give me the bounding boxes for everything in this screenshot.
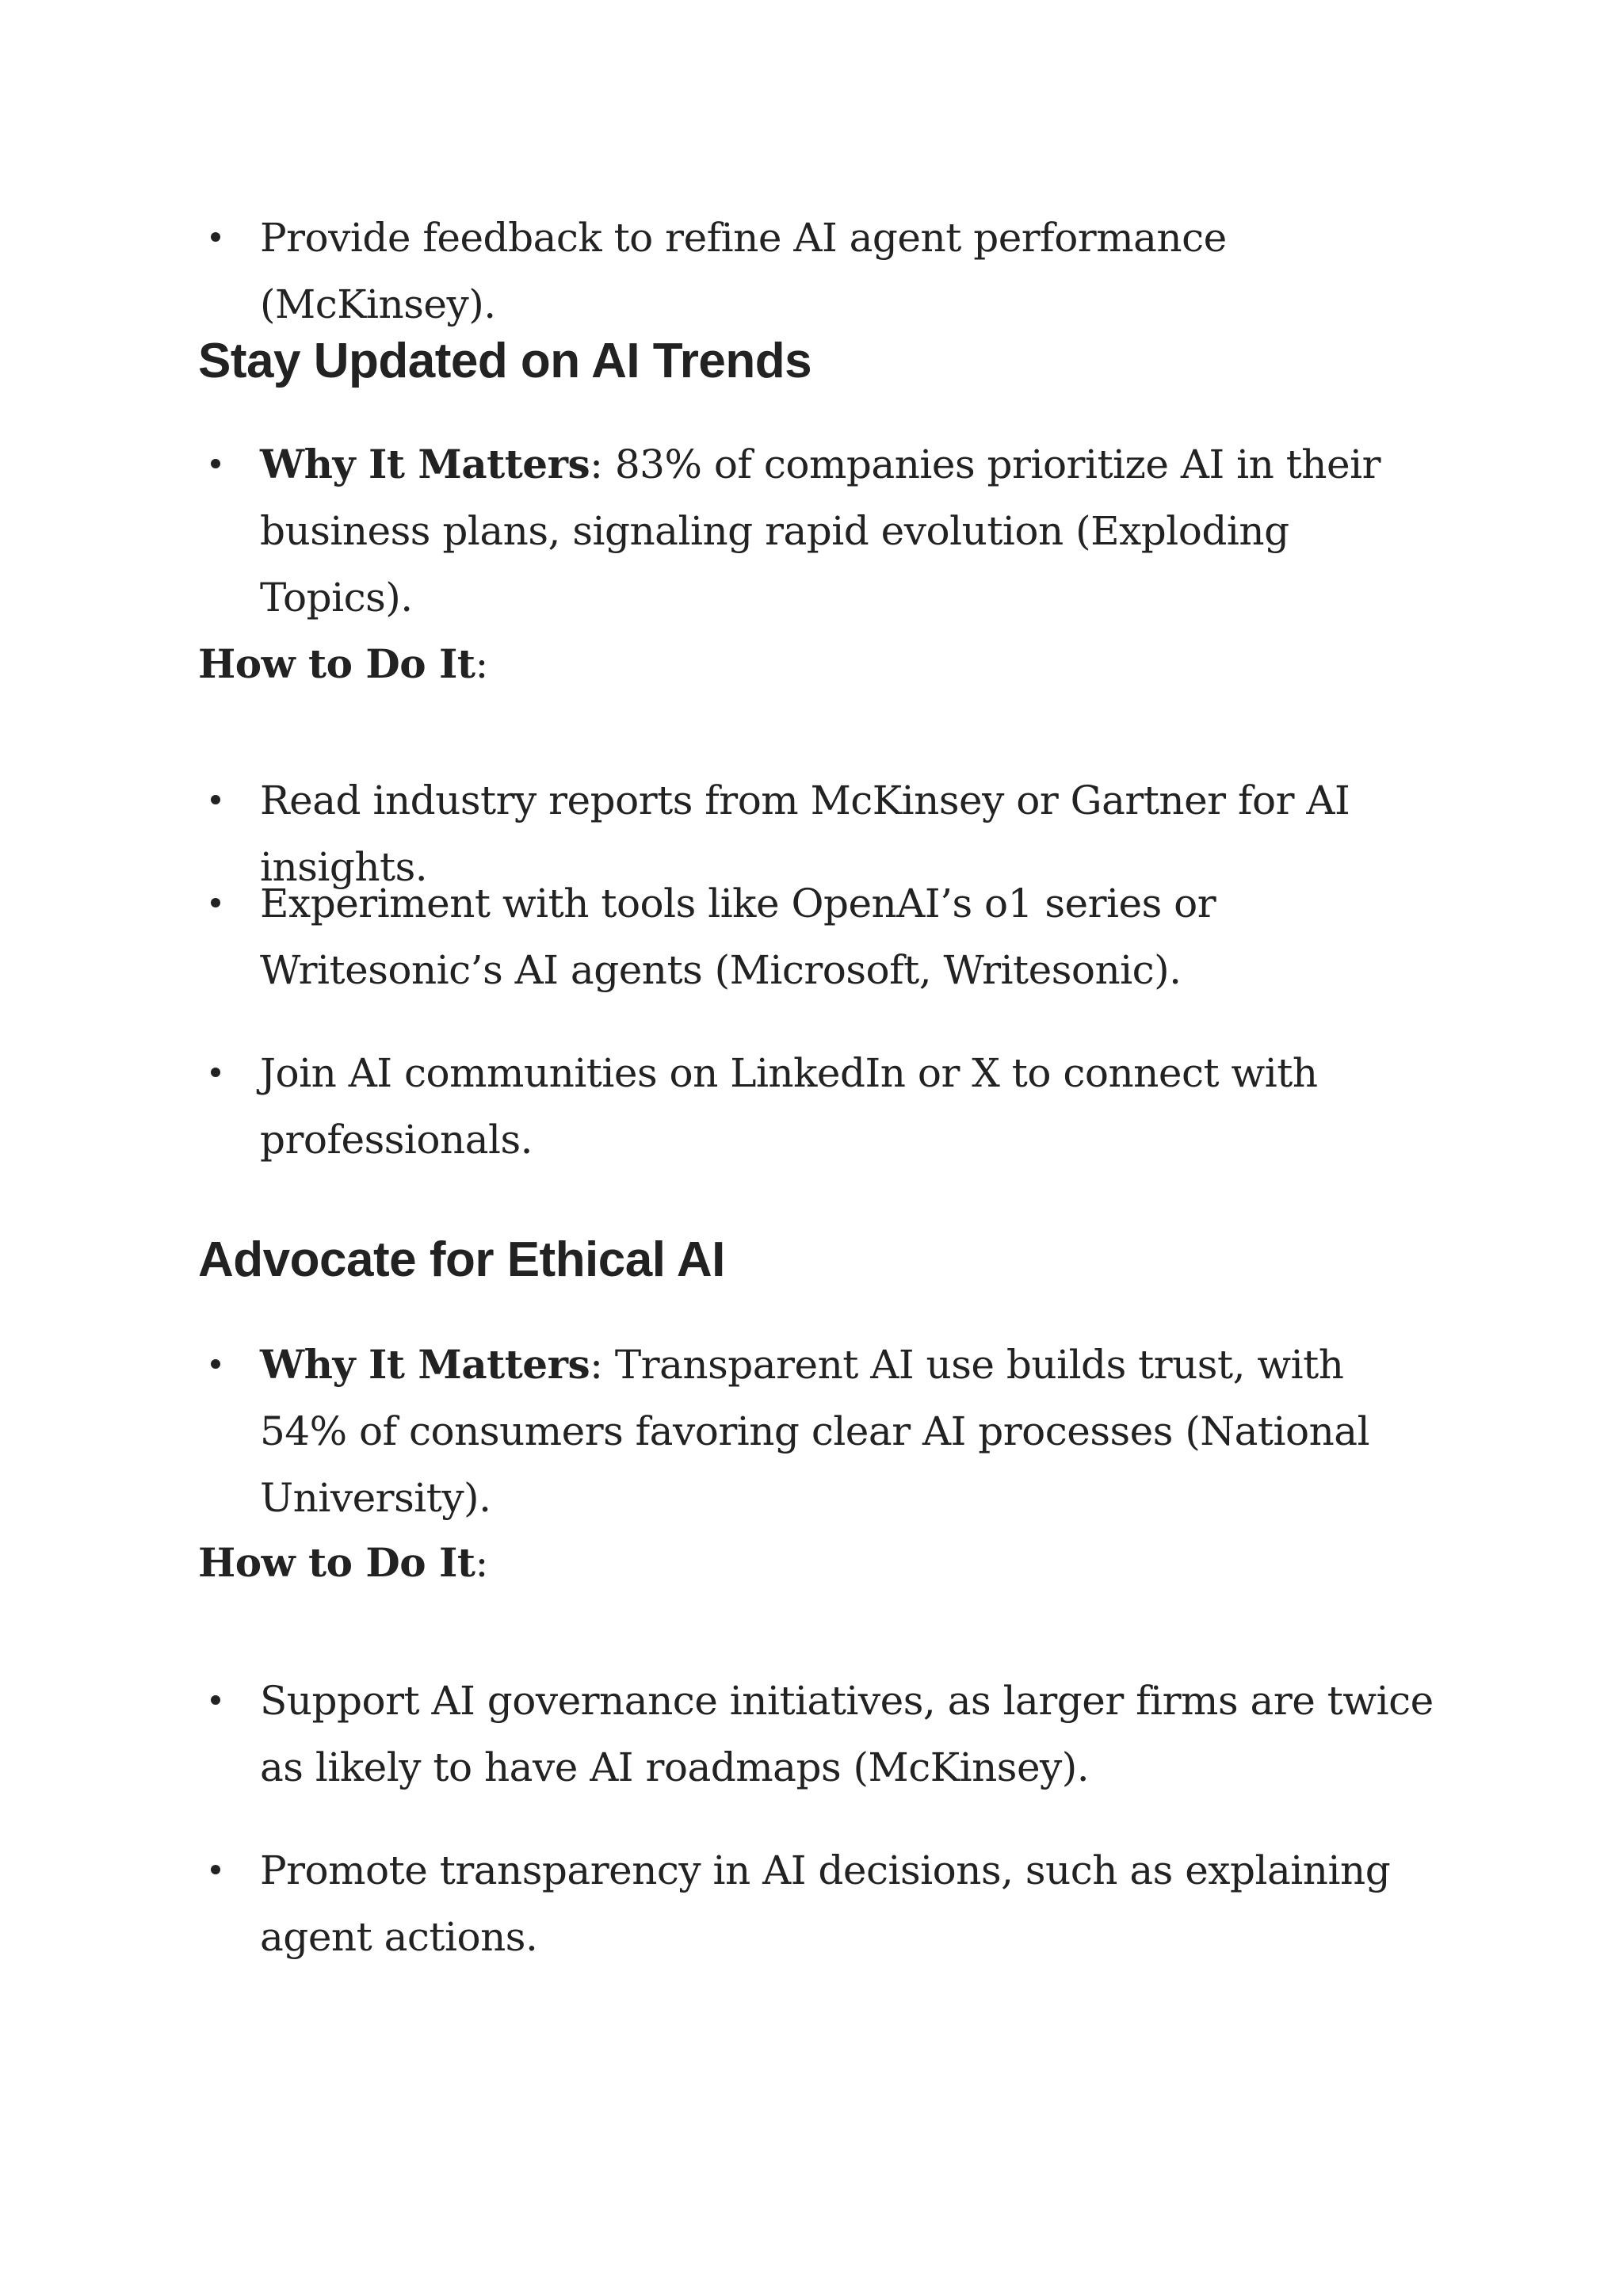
list-item-text: Promote transparency in AI decisions, such as explaining agent actions. xyxy=(260,1847,1391,1960)
list-item-text: Read industry reports from McKinsey or Gartner for AI insights. xyxy=(260,777,1350,890)
list-item-text: Experiment with tools like OpenAI’s o1 series or Writesonic’s AI agents (Microsoft, Writesonic). xyxy=(260,881,1216,993)
list-item xyxy=(198,870,1434,1003)
bullet-icon xyxy=(211,1865,220,1874)
emphasis-label: Why It Matters xyxy=(260,1341,590,1388)
list-item xyxy=(198,431,1434,631)
section-heading: Advocate for Ethical AI xyxy=(198,1232,725,1287)
bullet-icon xyxy=(211,232,220,242)
list-item-text xyxy=(260,431,1434,631)
bullet-icon xyxy=(211,1359,220,1369)
list-item-text: Join AI communities on LinkedIn or X to connect with professionals. xyxy=(260,1050,1318,1163)
bullet-icon xyxy=(211,459,220,468)
list-item-text: Support AI governance initiatives, as larger firms are twice as likely to have AI roadmaps (McKinsey). xyxy=(260,1678,1434,1790)
bullet-icon xyxy=(211,898,220,907)
subheading-colon: : xyxy=(475,641,488,687)
list-item-body: : 83% of companies prioritize AI in their business plans, signaling rapid evolution (Exploding Topics). xyxy=(260,441,1381,621)
bullet-icon xyxy=(211,795,220,804)
subheading-label: How to Do It xyxy=(198,1539,475,1586)
list-item-body: : Transparent AI use builds trust, with 54% of consumers favoring clear AI processes (National University). xyxy=(260,1342,1370,1521)
bullet-icon xyxy=(211,1695,220,1705)
subheading-label: How to Do It xyxy=(198,640,475,687)
list-item xyxy=(198,1331,1434,1531)
bullet-icon xyxy=(211,1068,220,1077)
list-item-text: Provide feedback to refine AI agent performance (McKinsey). xyxy=(260,215,1227,327)
subheading xyxy=(198,1530,488,1596)
list-item xyxy=(198,1668,1434,1801)
list-item xyxy=(198,204,1434,338)
subheading xyxy=(198,631,488,697)
list-item xyxy=(198,1040,1434,1173)
section-heading: Stay Updated on AI Trends xyxy=(198,334,812,388)
subheading-colon: : xyxy=(475,1540,488,1586)
list-item xyxy=(198,1837,1434,1970)
list-item-text xyxy=(260,1331,1434,1531)
emphasis-label: Why It Matters xyxy=(260,441,590,487)
